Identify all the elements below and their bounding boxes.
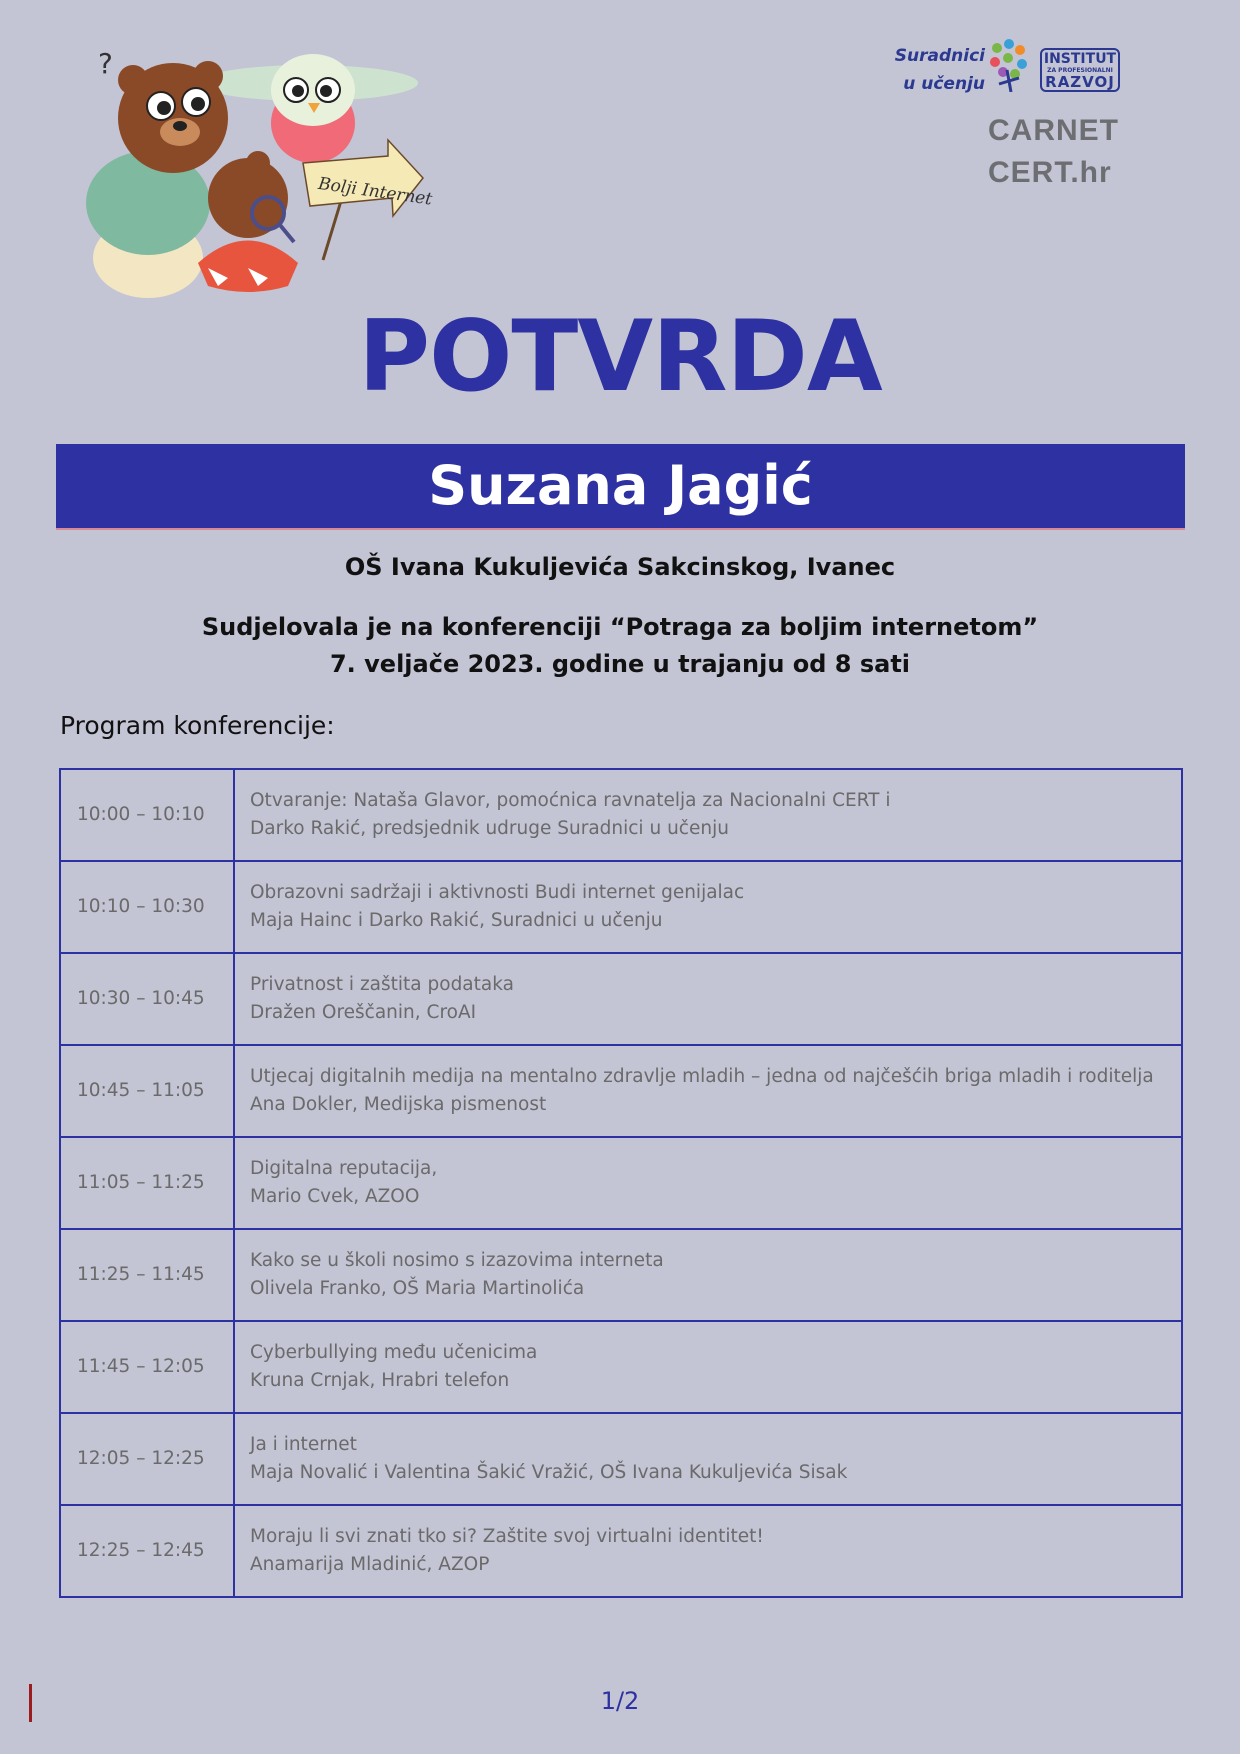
- session-title: Digitalna reputacija,: [250, 1158, 438, 1179]
- table-row: [60, 861, 1182, 953]
- session-speaker: Olivela Franko, OŠ Maria Martinolića: [250, 1278, 585, 1299]
- cartoon-illustration: [58, 28, 478, 328]
- svg-text:?: ?: [98, 47, 113, 80]
- session-time: 10:10 – 10:30: [60, 861, 234, 953]
- session-time: 11:25 – 11:45: [60, 1229, 234, 1321]
- tree-icon: [985, 36, 1031, 92]
- table-row: [60, 1505, 1182, 1597]
- program-heading: Program konferencije:: [60, 711, 335, 740]
- recipient-banner: [56, 444, 1185, 530]
- table-row: [60, 1045, 1182, 1137]
- program-table: [59, 768, 1183, 1598]
- session-description: [234, 1045, 1182, 1137]
- session-speaker: Dražen Oreščanin, CroAI: [250, 1002, 477, 1023]
- participation-line-2: 7. veljače 2023. godine u trajanju od 8 sati: [329, 650, 911, 678]
- table-row: [60, 953, 1182, 1045]
- session-title: Moraju li svi znati tko si? Zaštite svoj virtualni identitet!: [250, 1526, 764, 1547]
- session-speaker: Mario Cvek, AZOO: [250, 1186, 420, 1207]
- cert-logo: CERT.hr: [988, 156, 1112, 189]
- session-speaker: Anamarija Mladinić, AZOP: [250, 1554, 490, 1575]
- table-row: [60, 1321, 1182, 1413]
- school-name: OŠ Ivana Kukuljevića Sakcinskog, Ivanec: [344, 553, 896, 581]
- institut-logo: INSTITUT ZA PROFESIONALNI RAZVOJ: [1040, 48, 1120, 92]
- session-speaker: Kruna Crnjak, Hrabri telefon: [250, 1370, 510, 1391]
- session-title: Ja i internet: [250, 1434, 357, 1455]
- session-title: Obrazovni sadržaji i aktivnosti Budi internet genijalac: [250, 882, 745, 903]
- session-title: Cyberbullying među učenicima: [250, 1342, 538, 1363]
- session-speaker: Darko Rakić, predsjednik udruge Suradnici u učenju: [250, 818, 729, 839]
- partner-logos: [880, 30, 1130, 200]
- recipient-name: Suzana Jagić: [428, 454, 813, 517]
- session-time: 12:05 – 12:25: [60, 1413, 234, 1505]
- page-number: 1/2: [600, 1687, 640, 1715]
- session-description: [234, 1505, 1182, 1597]
- participation-line-1: Sudjelovala je na konferenciji “Potraga za boljim internetom”: [201, 613, 1039, 641]
- session-title: Kako se u školi nosimo s izazovima interneta: [250, 1250, 664, 1271]
- session-description: [234, 1413, 1182, 1505]
- session-time: 10:45 – 11:05: [60, 1045, 234, 1137]
- session-time: 12:25 – 12:45: [60, 1505, 234, 1597]
- session-description: [234, 1321, 1182, 1413]
- session-speaker: Maja Hainc i Darko Rakić, Suradnici u učenju: [250, 910, 663, 931]
- session-description: [234, 769, 1182, 861]
- sign-text: Bolji Internet: [316, 173, 434, 210]
- session-time: 11:05 – 11:25: [60, 1137, 234, 1229]
- document-title: POTVRDA: [358, 300, 882, 414]
- session-description: [234, 1137, 1182, 1229]
- carnet-logo: CARNET: [988, 114, 1119, 147]
- table-row: [60, 1137, 1182, 1229]
- table-row: [60, 1413, 1182, 1505]
- session-time: 10:00 – 10:10: [60, 769, 234, 861]
- session-speaker: Maja Novalić i Valentina Šakić Vražić, OŠ Ivana Kukuljevića Sisak: [250, 1462, 848, 1483]
- session-title: Otvaranje: Nataša Glavor, pomoćnica ravnatelja za Nacionalni CERT i: [250, 790, 891, 811]
- session-description: [234, 953, 1182, 1045]
- session-title: Privatnost i zaštita podataka: [250, 974, 514, 995]
- session-time: 11:45 – 12:05: [60, 1321, 234, 1413]
- session-title: Utjecaj digitalnih medija na mentalno zdravlje mladih – jedna od najčešćih briga mladih i roditelja: [250, 1066, 1154, 1087]
- session-speaker: Ana Dokler, Medijska pismenost: [250, 1094, 547, 1115]
- session-description: [234, 1229, 1182, 1321]
- table-row: [60, 1229, 1182, 1321]
- session-time: 10:30 – 10:45: [60, 953, 234, 1045]
- suradnici-logo: Suradnici u učenju: [894, 46, 985, 94]
- table-row: [60, 769, 1182, 861]
- session-description: [234, 861, 1182, 953]
